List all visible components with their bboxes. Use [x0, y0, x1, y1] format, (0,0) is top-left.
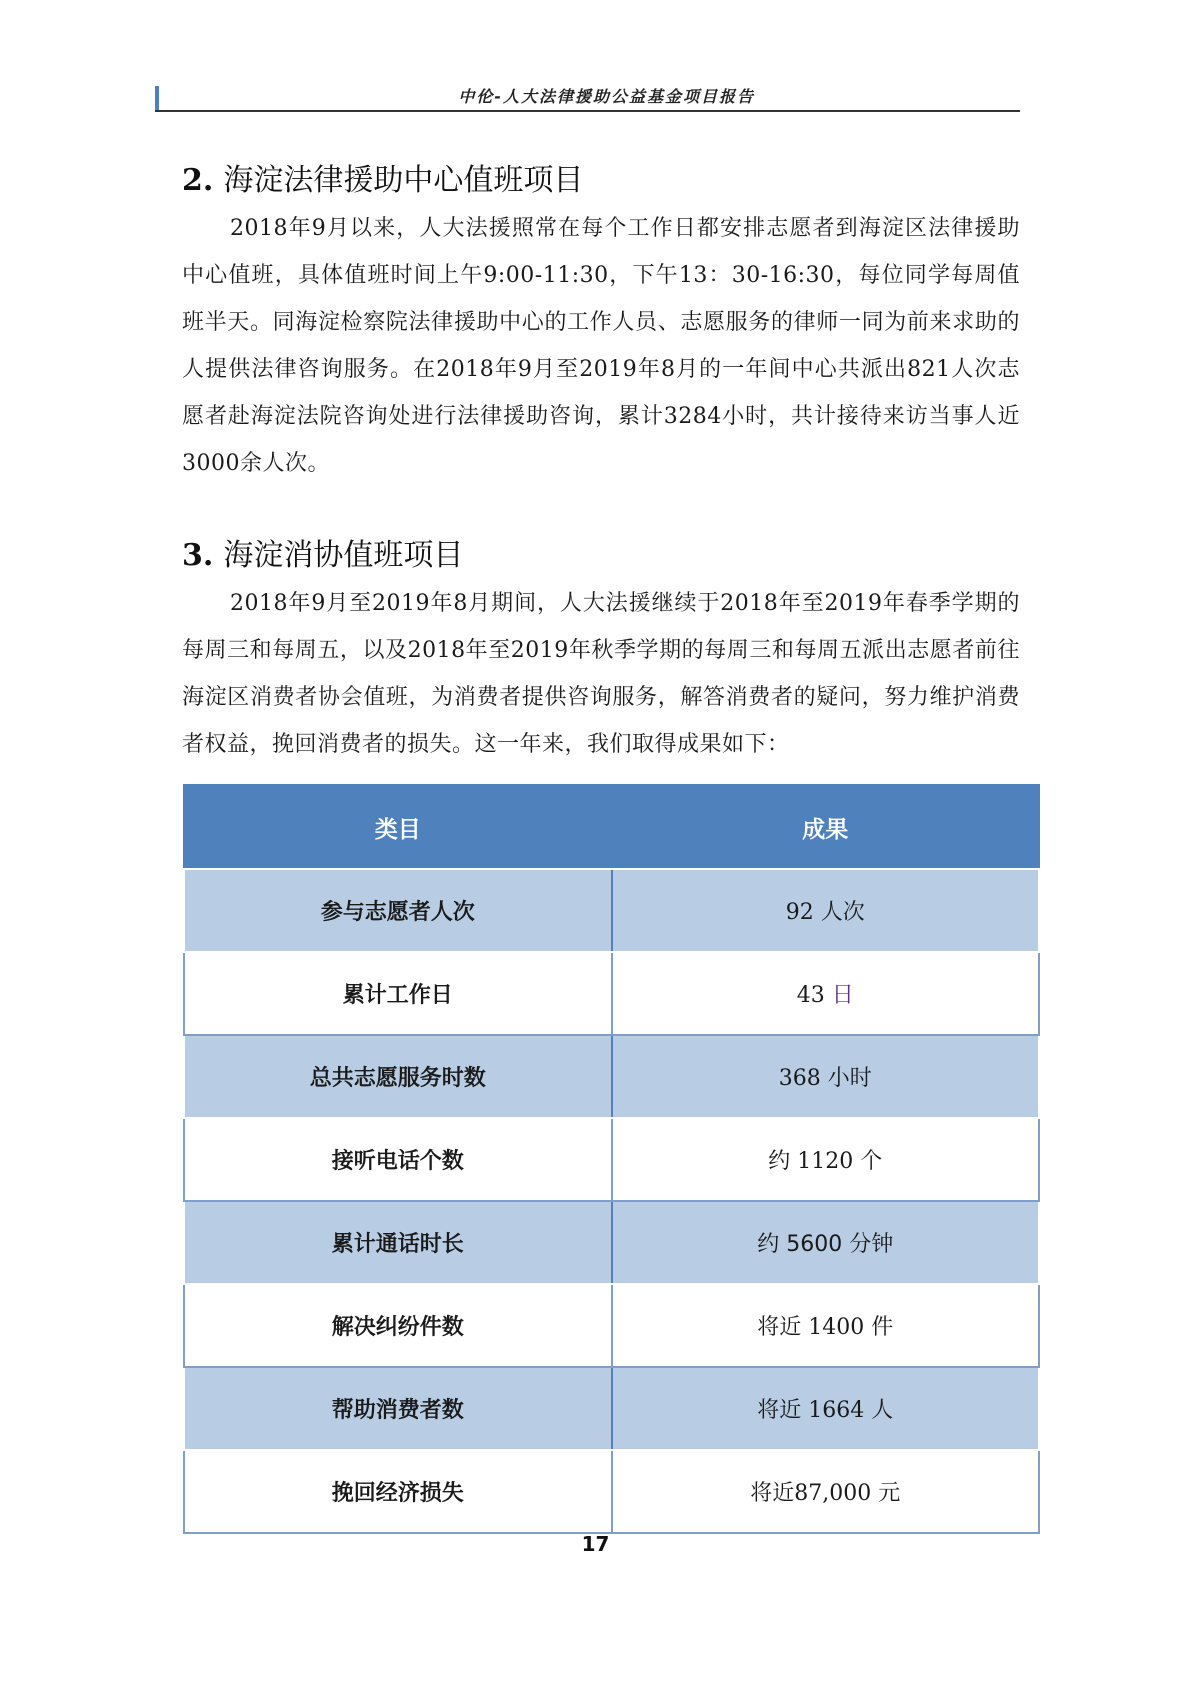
header-rule	[155, 110, 1020, 112]
section-heading-2	[182, 155, 583, 199]
result-unit: 人	[871, 1398, 894, 1423]
row-result	[612, 1284, 1040, 1367]
result-number: 87,000	[794, 1481, 872, 1506]
table-row	[184, 952, 1039, 1035]
result-number: 92	[785, 900, 814, 925]
table-row	[184, 869, 1039, 952]
row-result	[612, 952, 1040, 1035]
section-paragraph-2: 2018年9月以来，人大法援照常在每个工作日都安排志愿者到海淀区法律援助中心值班，具体值班时间上午9:00-11:30，下午13：30-16:30，每位同学每周值班半天。同海淀检察院法律援助中心的工作人员、志愿服务的律师一同为前来求助的人提供法律咨询服务。在2018年9月至2019年8月的一年间中心共派出821人次志愿者赴海淀法院咨询处进行法律援助咨询，累计3284小时，共计接待来访当事人近3000余人次。	[182, 216, 1020, 476]
row-result	[612, 1118, 1040, 1201]
row-result	[612, 1367, 1040, 1450]
row-category: 解决纠纷件数	[184, 1284, 612, 1367]
table-row	[184, 1035, 1039, 1118]
row-category: 累计通话时长	[184, 1201, 612, 1284]
column-header-category: 类目	[184, 785, 612, 869]
row-category: 总共志愿服务时数	[184, 1035, 612, 1118]
table-row	[184, 1118, 1039, 1201]
section-heading-3	[182, 530, 463, 574]
section-title: 海淀消协值班项目	[223, 538, 464, 573]
header-title: 中伦-人大法律援助公益基金项目报告	[458, 87, 755, 106]
result-prefix: 约	[757, 1232, 780, 1257]
table-row	[184, 1367, 1039, 1450]
result-number: 368	[778, 1066, 821, 1091]
row-result	[612, 869, 1040, 952]
result-number: 1400	[808, 1315, 865, 1340]
row-category: 参与志愿者人次	[184, 869, 612, 952]
row-result	[612, 1201, 1040, 1284]
result-prefix: 约	[768, 1149, 791, 1174]
row-category: 挽回经济损失	[184, 1450, 612, 1533]
result-unit: 小时	[827, 1066, 872, 1091]
result-unit: 个	[860, 1149, 883, 1174]
result-number: 5600	[786, 1232, 843, 1257]
result-number: 43	[796, 983, 825, 1008]
results-table	[183, 784, 1040, 1534]
section-title: 海淀法律援助中心值班项目	[223, 163, 584, 198]
page-header	[155, 78, 1020, 112]
result-number: 1664	[808, 1398, 865, 1423]
table-row	[184, 1450, 1039, 1533]
section-paragraph-3: 2018年9月至2019年8月期间，人大法援继续于2018年至2019年春季学期的每周三和每周五，以及2018年至2019年秋季学期的每周三和每周五派出志愿者前往海淀区消费者协会值班，为消费者提供咨询服务，解答消费者的疑问，努力维护消费者权益，挽回消费者的损失。这一年来，我们取得成果如下：	[182, 591, 1020, 757]
table-row	[184, 1284, 1039, 1367]
table-row	[184, 1201, 1039, 1284]
table-header-row	[184, 785, 1039, 869]
header-accent-bar	[155, 86, 159, 110]
row-category: 接听电话个数	[184, 1118, 612, 1201]
result-unit: 日	[831, 983, 854, 1008]
result-unit: 人次	[820, 900, 865, 925]
result-prefix: 将近	[757, 1315, 802, 1340]
row-category: 帮助消费者数	[184, 1367, 612, 1450]
row-category: 累计工作日	[184, 952, 612, 1035]
page-number: 17	[581, 1532, 610, 1556]
result-prefix: 将近	[757, 1398, 802, 1423]
row-result	[612, 1450, 1040, 1533]
section-number: 3.	[182, 538, 214, 573]
result-prefix: 将近	[750, 1481, 795, 1506]
result-unit: 件	[871, 1315, 894, 1340]
result-unit: 元	[878, 1481, 901, 1506]
result-unit: 分钟	[849, 1232, 894, 1257]
column-header-result: 成果	[612, 785, 1040, 869]
row-result	[612, 1035, 1040, 1118]
section-number: 2.	[182, 163, 214, 198]
result-number: 1120	[797, 1149, 854, 1174]
